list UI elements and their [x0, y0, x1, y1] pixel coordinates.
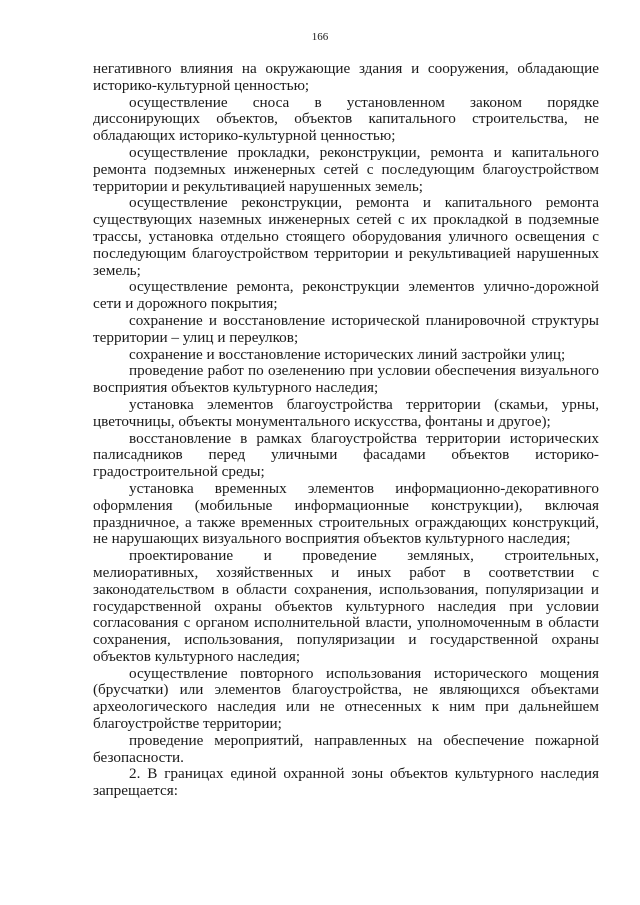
- paragraph: проведение мероприятий, направленных на обеспечение пожарной безопасности.: [93, 731, 599, 766]
- paragraph: установка временных элементов информационно-декоративного оформления (мобильные информационные конструкции), включая праздничное, а также временных строительных ограждающих конструкций, не нарушающих визуального восприятия объектов культурного наследия;: [93, 479, 599, 548]
- paragraph: установка элементов благоустройства территории (скамьи, урны, цветочницы, объекты монументального искусства, фонтаны и другое);: [93, 395, 599, 430]
- paragraph: сохранение и восстановление исторических линий застройки улиц;: [129, 345, 566, 363]
- paragraph: осуществление повторного использования исторического мощения (брусчатки) или элементов благоустройства, не являющихся объектами археологического наследия или не отнесенных к ним при дальнейшем благоустройстве территории;: [93, 664, 599, 733]
- paragraph: негативного влияния на окружающие здания и сооружения, обладающие историко-культурной ценностью;: [93, 60, 599, 94]
- page-number: 166: [311, 31, 329, 43]
- paragraph: проведение работ по озеленению при условии обеспечения визуального восприятия объектов культурного наследия;: [93, 362, 599, 397]
- section-heading-paragraph: 2. В границах единой охранной зоны объектов культурного наследия запрещается:: [93, 765, 599, 800]
- paragraph: восстановление в рамках благоустройства территории исторических палисадников перед уличными фасадами объектов историко-градостроительной среды;: [93, 429, 599, 481]
- paragraph: проектирование и проведение земляных, строительных, мелиоративных, хозяйственных и иных работ в соответствии с законодательством в области сохранения, использования, популяризации и государственной охраны объектов культурного наследия при условии согласования с органом исполнительной власти, уполномоченным в области сохранения, использования, популяризации и государственной охраны объектов культурного наследия;: [93, 547, 599, 665]
- paragraph: осуществление прокладки, реконструкции, ремонта и капитального ремонта подземных инженерных сетей с последующим благоустройством территории и рекультивацией нарушенных земель;: [93, 143, 599, 195]
- paragraph: осуществление реконструкции, ремонта и капитального ремонта существующих наземных инженерных сетей с их прокладкой в подземные трассы, установка отдельно стоящего оборудования уличного освещения с последующим благоустройством территории и рекультивацией нарушенных земель;: [93, 194, 599, 279]
- document-body: [93, 61, 599, 800]
- paragraph: сохранение и восстановление исторической планировочной структуры территории – улиц и переулков;: [93, 311, 599, 346]
- paragraph: осуществление сноса в установленном законом порядке диссонирующих объектов, объектов капитального строительства, не обладающих историко-культурной ценностью;: [93, 93, 599, 145]
- paragraph: осуществление ремонта, реконструкции элементов улично-дорожной сети и дорожного покрытия;: [93, 278, 599, 313]
